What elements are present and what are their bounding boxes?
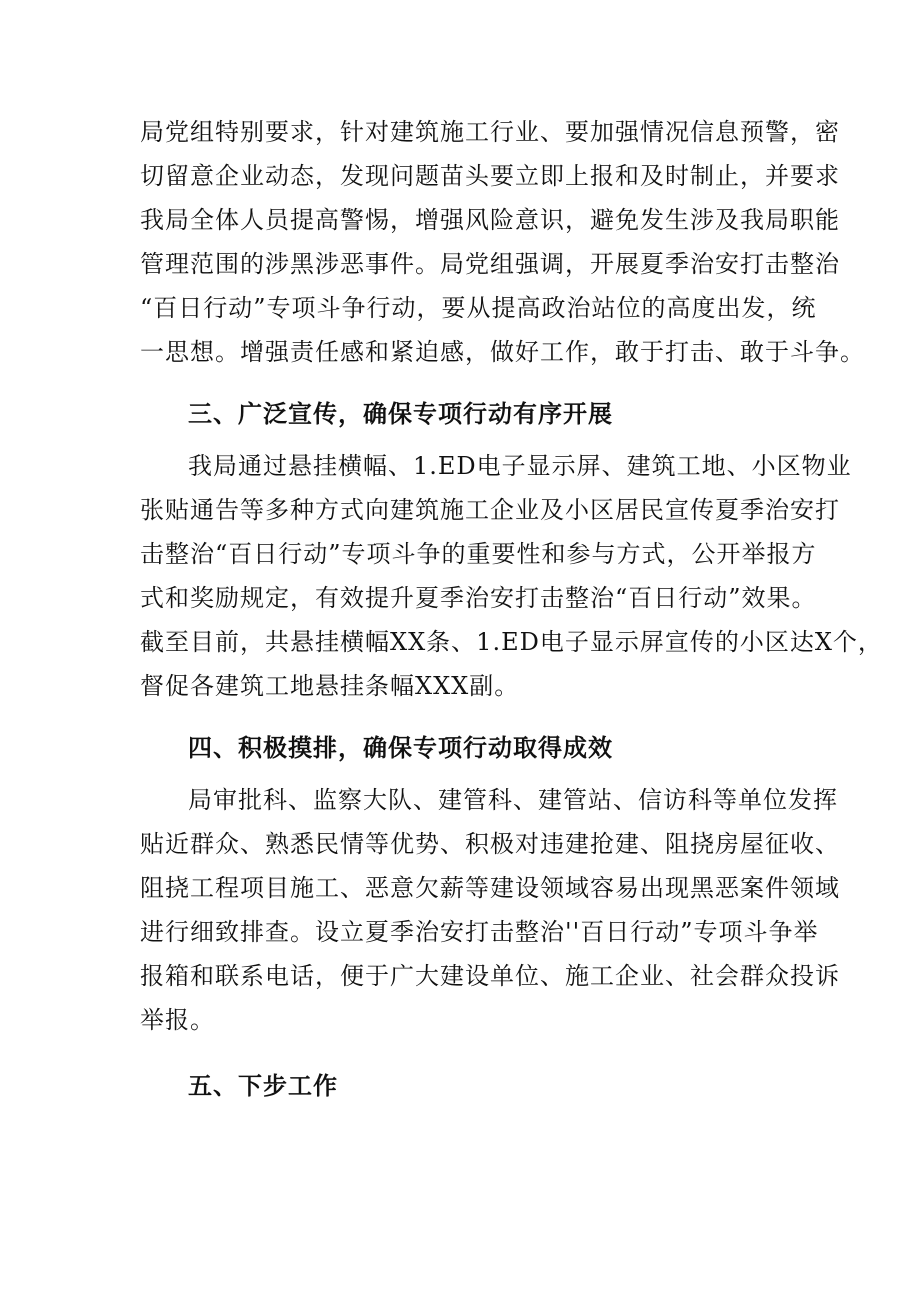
- section4-heading: 四、积极摸排，确保专项行动取得成效: [188, 734, 613, 762]
- text-line: 张贴通告等多种方式向建筑施工企业及小区居民宣传夏季治安打: [140, 496, 840, 524]
- text-line: 截至目前，共悬挂横幅XX条、1.ED电子显示屏宣传的小区达X个，: [140, 628, 883, 656]
- text-line: 一思想。增强责任感和紧迫感，做好工作，敢于打击、敢于斗争。: [140, 338, 865, 366]
- text-line: 报箱和联系电话，便于广大建设单位、施工企业、社会群众投诉: [140, 962, 840, 990]
- text-line: 局审批科、监察大队、建管科、建管站、信访科等单位发挥: [188, 786, 838, 814]
- text-line: 进行细致排查。设立夏季治安打击整治''百日行动”专项斗争举: [140, 918, 819, 946]
- text-line: 管理范围的涉黑涉恶事件。局党组强调，开展夏季治安打击整治: [140, 250, 840, 278]
- paragraph-section4: [140, 778, 840, 1042]
- text-line: 我局通过悬挂横幅、1.ED电子显示屏、建筑工地、小区物业: [188, 452, 852, 480]
- text-line: 击整治“百日行动”专项斗争的重要性和参与方式，公开举报方: [140, 540, 817, 568]
- text-line: 督促各建筑工地悬挂条幅XXX副。: [140, 672, 520, 700]
- paragraph-section3: [140, 444, 883, 708]
- section5-heading: 五、下步工作: [188, 1072, 338, 1100]
- text-line: 举报。: [140, 1006, 215, 1034]
- text-line: 局党组特别要求，针对建筑施工行业、要加强情况信息预警，密: [140, 118, 840, 146]
- document-page: [140, 110, 883, 1108]
- text-line: 切留意企业动态，发现问题苗头要立即上报和及时制止，并要求: [140, 162, 840, 190]
- paragraph-section2-tail: [140, 110, 865, 374]
- section3-heading: 三、广泛宣传，确保专项行动有序开展: [188, 400, 613, 428]
- text-line: 阻挠工程项目施工、恶意欠薪等建设领域容易出现黑恶案件领域: [140, 874, 840, 902]
- text-line: “百日行动”专项斗争行动，要从提高政治站位的高度出发，统: [140, 294, 817, 322]
- text-line: 式和奖励规定，有效提升夏季治安打击整治“百日行动”效果。: [140, 584, 817, 612]
- text-line: 我局全体人员提高警惕，增强风险意识，避免发生涉及我局职能: [140, 206, 840, 234]
- text-line: 贴近群众、熟悉民情等优势、积极对违建抢建、阻挠房屋征收、: [140, 830, 840, 858]
